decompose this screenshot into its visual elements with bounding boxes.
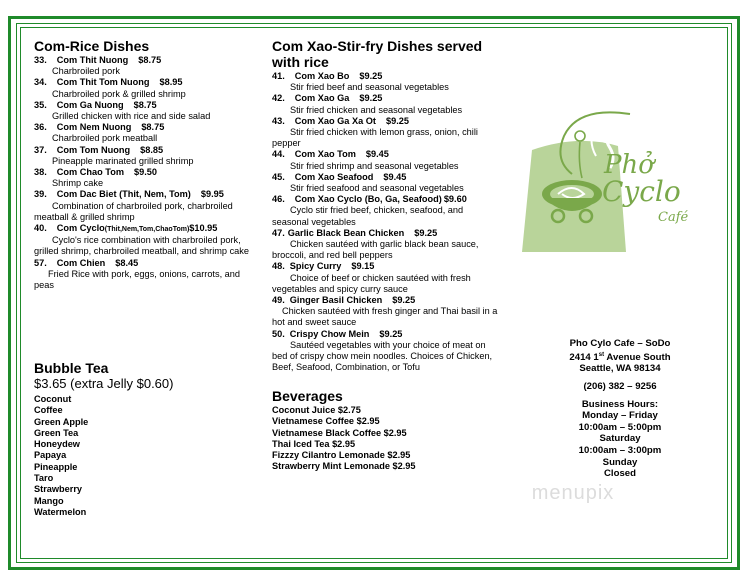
restaurant-name: Pho Cylo Cafe – SoDo xyxy=(569,338,671,349)
rice-item-39: 39. Com Dac Biet (Thit, Nem, Tom) $9.95 Combination of charbroiled pork, charbroiled meatball & grilled shrimp xyxy=(34,189,233,222)
bubble-tea-flavor: Watermelon xyxy=(34,506,87,517)
stirfry-section xyxy=(272,38,502,373)
menupix-watermark: menupix xyxy=(531,482,615,504)
pho-cyclo-logo xyxy=(518,102,718,252)
rice-dishes-title: Com-Rice Dishes xyxy=(34,38,150,54)
stirfry-item-49: 49. Ginger Basil Chicken $9.25 Chicken sautéed with fresh ginger and Thai basil in a hot and sweet sauce xyxy=(272,295,498,328)
logo-word-pho: Phở xyxy=(604,150,654,180)
bubble-tea-flavor: Papaya xyxy=(34,450,67,461)
stirfry-item-44: 44. Com Xao Tom $9.45 Stir fried shrimp and seasonal vegetables xyxy=(272,149,459,171)
stirfry-item-45: 45. Com Xao Seafood $9.45 Stir fried seafood and seasonal vegetables xyxy=(272,171,464,194)
rice-dishes-section xyxy=(34,38,256,291)
bubble-tea-flavor: Pineapple xyxy=(34,461,78,472)
beverage-item: Vietnamese Black Coffee $2.95 xyxy=(272,427,407,438)
stirfry-item-48: 48. Spicy Curry $9.15 Choice of beef or chicken sautéed with fresh vegetables and spicy curry sauce xyxy=(272,261,471,294)
rice-item-33: 33. Com Thit Nuong $8.75 Charbroiled pork xyxy=(34,55,162,77)
bubble-tea-flavor: Taro xyxy=(34,473,54,484)
beverage-item: Vietnamese Coffee $2.95 xyxy=(272,416,380,427)
bubble-tea-flavor: Green Apple xyxy=(34,416,89,427)
stirfry-item-50: 50. Crispy Chow Mein $9.25 Sautéed vegetables with your choice of meat on bed of crispy chow mein noodles. Choices of Chicken, Beef, Seafood, Combination, or Tofu xyxy=(272,328,493,373)
beverage-item: Coconut Juice $2.75 xyxy=(272,405,361,415)
sunday-hours: Closed xyxy=(604,468,636,480)
cyclist-head-icon xyxy=(575,131,585,141)
sunday-label: Sunday xyxy=(602,456,638,468)
rice-item-37: 37. Com Tom Nuong $8.85 Pineapple marinated grilled shrimp xyxy=(34,144,194,166)
beverages-section xyxy=(272,388,502,473)
rice-item-35: 35. Com Ga Nuong $8.75 Grilled chicken with rice and side salad xyxy=(34,99,211,122)
bubble-tea-title: Bubble Tea xyxy=(34,360,109,376)
bubble-tea-flavor: Mango xyxy=(34,495,64,506)
bubble-tea-flavor: Coffee xyxy=(34,405,63,416)
stirfry-item-43: 43. Com Xao Ga Xa Ot $9.25 Stir fried chicken with lemon grass, onion, chili pepper xyxy=(272,115,478,149)
rice-item-57: 57. Com Chien $8.45 Fried Rice with pork, eggs, onions, carrots, and peas xyxy=(34,257,241,291)
beverages-title: Beverages xyxy=(272,388,343,404)
stirfry-item-47: 47. Garlic Black Bean Chicken $9.25 Chicken sautéed with garlic black bean sauce, broccoli, and red bell peppers xyxy=(272,227,479,261)
logo-word-cyclo: Cyclo xyxy=(602,175,681,208)
bubble-tea-flavor: Coconut xyxy=(34,394,72,404)
rice-item-36: 36. Com Nem Nuong $8.75 Charbroiled pork meatball xyxy=(34,122,165,144)
saturday-hours: 10:00am – 3:00pm xyxy=(578,444,662,456)
bubble-tea-price: $3.65 (extra Jelly $0.60) xyxy=(34,376,174,391)
city-line: Seattle, WA 98134 xyxy=(579,363,661,375)
bubble-tea-flavor: Honeydew xyxy=(34,439,80,450)
address-line: 2414 1st Avenue South xyxy=(569,351,671,363)
restaurant-info xyxy=(530,338,710,480)
beverage-item: Fizzzy Cilantro Lemonade $2.95 xyxy=(272,450,411,461)
phone-number: (206) 382 – 9256 xyxy=(583,380,657,392)
beverage-item: Strawberry Mint Lemonade $2.95 xyxy=(272,461,416,472)
saturday-label: Saturday xyxy=(599,433,641,445)
bubble-tea-flavor: Green Tea xyxy=(34,427,79,438)
weekday-label: Monday – Friday xyxy=(582,410,658,422)
bubble-tea-flavor: Strawberry xyxy=(34,484,83,495)
stirfry-item-46: 46. Com Xao Cyclo (Bo, Ga, Seafood) $9.60 Cyclo stir fried beef, chicken, seafood, and seasonal vegetables xyxy=(272,194,467,227)
rice-item-40: 40. Com Cyclo(Thit,Nem,Tom,ChaoTom)$10.95 Cyclo's rice combination with charbroiled pork, grilled shrimp, charbroiled meatball, and shrimp cake xyxy=(34,223,249,257)
stirfry-item-42: 42. Com Xao Ga $9.25 Stir fried chicken and seasonal vegetables xyxy=(272,93,463,115)
rice-item-38: 38. Com Chao Tom $9.50 Shrimp cake xyxy=(34,167,157,189)
bubble-tea-section xyxy=(34,360,254,518)
stirfry-item-41: 41. Com Xao Bo $9.25 Stir fried beef and seasonal vegetables xyxy=(272,71,449,93)
stirfry-title: Com Xao-Stir-fry Dishes served with rice xyxy=(272,38,483,70)
rice-item-34: 34. Com Thit Tom Nuong $8.95 Charbroiled pork & grilled shrimp xyxy=(34,77,186,99)
logo-word-cafe: Café xyxy=(658,210,689,225)
weekday-hours: 10:00am – 5:00pm xyxy=(578,421,662,433)
beverage-item: Thai Iced Tea $2.95 xyxy=(272,438,356,449)
hours-title: Business Hours: xyxy=(581,398,659,410)
